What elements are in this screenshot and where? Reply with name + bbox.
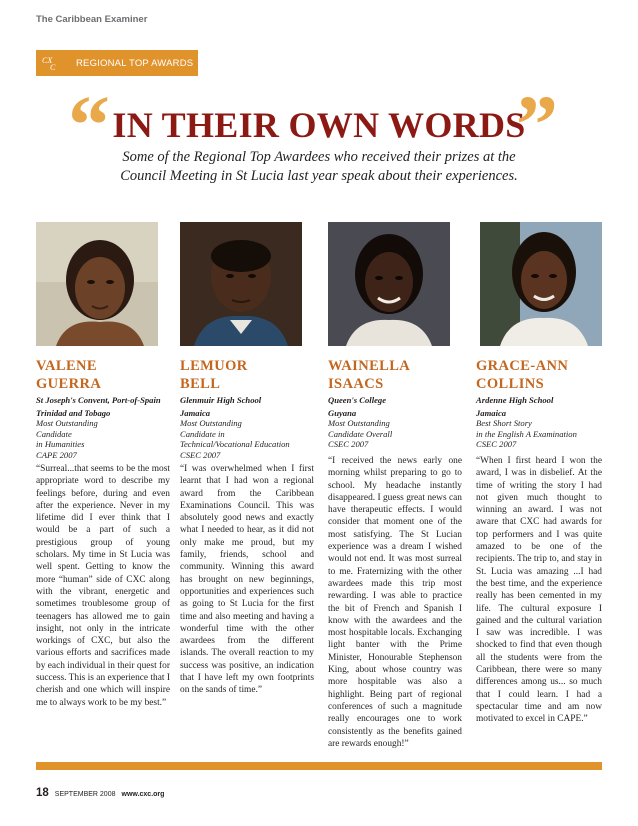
page-headline: IN THEIR OWN WORDS xyxy=(112,105,526,145)
awardee-country: Guyana xyxy=(328,407,357,418)
awardee-first-name: LEMUOR xyxy=(180,358,248,374)
awardee-photo-4 xyxy=(480,222,602,346)
awardee-photo-1 xyxy=(36,222,158,346)
awardee-country: Trinidad and Tobago xyxy=(36,407,111,418)
awardee-last-name: ISAACS xyxy=(328,376,384,392)
open-quote-mark: “ xyxy=(68,79,110,172)
section-banner xyxy=(36,50,198,76)
awardee-last-name: BELL xyxy=(180,376,221,392)
section-label: REGIONAL TOP AWARDS xyxy=(76,57,194,69)
award-line: Most Outstanding xyxy=(36,418,98,428)
awardee-school: Queen's College xyxy=(328,395,387,405)
awardee-school: Glenmuir High School xyxy=(180,395,262,405)
awardee-quote-1: “Surreal...that seems to be the most appropriate word to describe my feelings before, during and even after the experience. Never in my lifetime did I ever think that I would be a part of such a prestigious group of young scholars. My time in St Lucia was well spent. Getting to know the more “human” side of CXC along with the vibrant, energetic and sometimes troublesome group of teenagers has allowed me to gain insight, not only in the intricate workings of CXC, but also the various efforts and sacrifices made by each individual in their quest for success. This is an experience that I cherish and one which will inspire me to always work to be my best.” xyxy=(36,464,170,708)
award-line: in Humanities xyxy=(36,439,85,449)
awardee-profile-2 xyxy=(180,357,314,460)
award-line: Most Outstanding xyxy=(328,418,390,428)
footer-rule xyxy=(36,762,602,770)
awardee-first-name: GRACE-ANN xyxy=(476,358,569,374)
award-line: CSEC 2007 xyxy=(328,439,369,449)
page-number: 18 xyxy=(36,787,49,799)
awardee-profile-3 xyxy=(328,357,462,450)
award-line: Best Short Story xyxy=(476,418,532,428)
issue-date: SEPTEMBER 2008 xyxy=(54,791,116,798)
awardee-first-name: WAINELLA xyxy=(328,358,411,374)
svg-text:CX: CX xyxy=(42,56,53,65)
awardee-school: Ardenne High School xyxy=(476,395,554,405)
award-line: Most Outstanding xyxy=(180,418,242,428)
awardee-quote-3: “I received the news early one morning whilst preparing to go to school. My headache instantly disappeared. I guess great news can have therapeutic effects. I would consider that moment one of the most satisfying. The St Lucian experience was a dream I wished would not end. It was most surreal to me. Fraternizing with the other awardees made this trip most rewarding. I was able to practice the bit of French and Spanish I know with the awardees and the most hospitable locals. Exchanging light banter with the Prime Minister, Honourable Stephenson King, about whose country was more hospitable was also a highlight. Being part of regional conferences of such a magnitude really encourages one to work consistently as the benefits gained are rewards enough!” xyxy=(328,456,462,749)
award-line: Candidate xyxy=(36,428,72,439)
awardee-school: St Joseph's Convent, Port-of-Spain xyxy=(36,395,161,405)
awardee-country: Jamaica xyxy=(476,407,507,418)
award-line: Candidate in xyxy=(180,428,225,439)
awardee-photo-3 xyxy=(328,222,450,346)
website-url: www.cxc.org xyxy=(121,791,165,798)
award-line: CSEC 2007 xyxy=(180,449,221,460)
award-line: in the English A Examination xyxy=(476,428,577,439)
awardee-first-name: VALENE xyxy=(36,358,97,374)
awardee-profile-1 xyxy=(36,357,170,460)
svg-text:C: C xyxy=(50,63,56,71)
award-line: CAPE 2007 xyxy=(36,449,77,460)
page-footer xyxy=(36,787,164,799)
close-quote-mark: ” xyxy=(516,79,558,172)
awardee-last-name: COLLINS xyxy=(476,376,545,392)
awardee-country: Jamaica xyxy=(180,407,211,418)
publication-title: The Caribbean Examiner xyxy=(36,14,148,25)
awardee-photo-2 xyxy=(180,222,302,346)
cxc-logo xyxy=(40,54,64,72)
awardee-quote-4: “When I first heard I won the award, I was in disbelief. At the time of writing the story I had not given much thought to winning an award. I was not aware that CXC had awards for top performers and I was quite amazed to be one of the recipients. The trip to, and stay in St. Lucia was amazing ...I had the best time, and the experience really has been cemented in my life. The cultural exposure I gained and the cultural variation I saw was incredible. I was shocked to find that even though all the students were from the Caribbean, there were so many differences among us... so much that I could learn. I had a spectacular time and am now motivated to excel in CAPE.” xyxy=(476,456,602,725)
awardee-profile-4 xyxy=(476,357,610,450)
article-deck: Some of the Regional Top Awardees who received their prizes at the Council Meeting in St Lucia last year speak about their experiences. xyxy=(120,149,518,184)
awardee-last-name: GUERRA xyxy=(36,376,102,392)
award-line: Candidate Overall xyxy=(328,428,393,439)
awardee-quote-2: “I was overwhelmed when I first learnt that I had won a regional award from the Caribbean Examinations Council. This was absolutely good news and exactly what I needed to hear, as it did not only make me proud, but my family, friends, school and community. Winning this award has brought on new beginnings, opportunities and experiences such as going to St Lucia for the first time and also meeting and having a wonderful time with the other awardees from the different islands. The overall reaction to my success was positive, an indication that I have left my own footprints on the sands of time.” xyxy=(180,464,314,696)
award-line: Technical/Vocational Education xyxy=(180,439,290,449)
award-line: CSEC 2007 xyxy=(476,439,517,449)
